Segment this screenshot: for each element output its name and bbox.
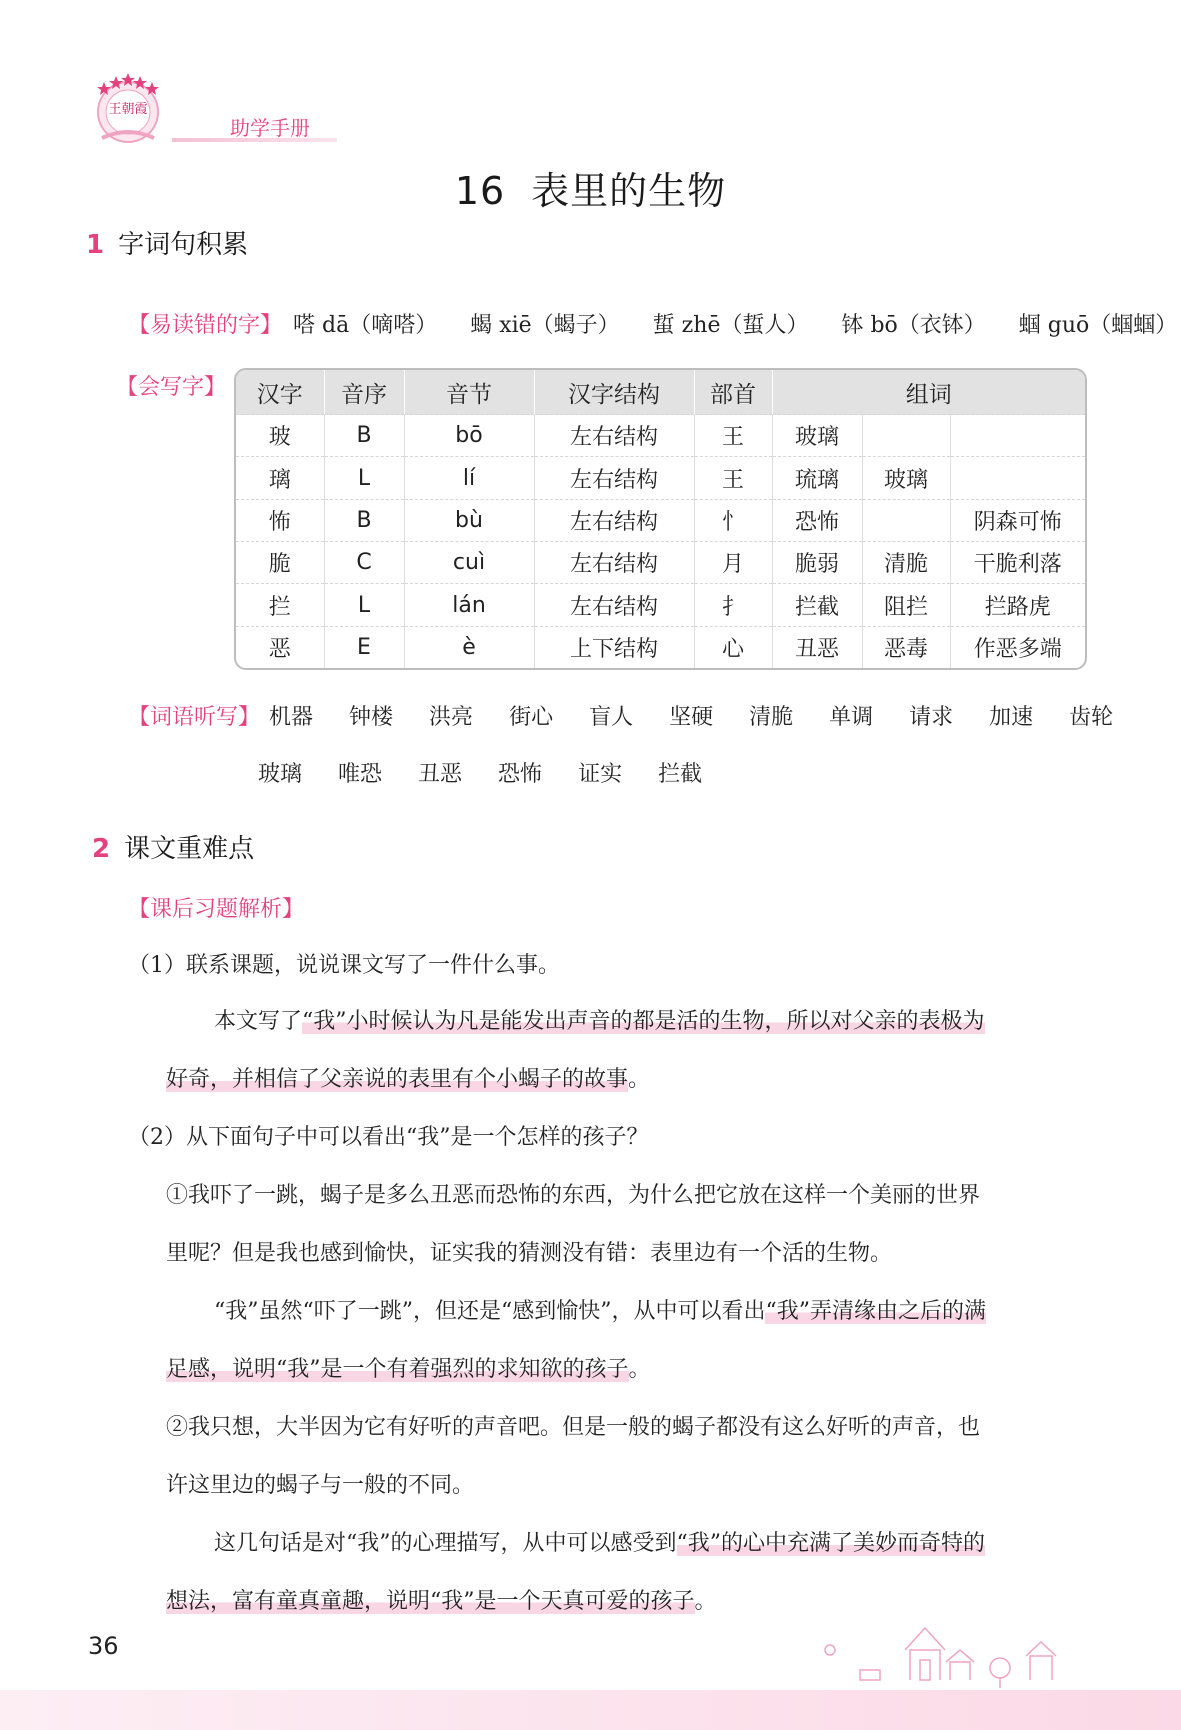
- answer-text: 。: [694, 1589, 717, 1614]
- dictation-word: 清脆: [749, 705, 794, 730]
- dictation-word: 证实: [578, 762, 623, 787]
- table-cell: 左右结构: [534, 457, 694, 499]
- table-cell: [950, 457, 1085, 499]
- dictation-row-2: [258, 757, 738, 788]
- answer-1-line-2: [166, 1062, 650, 1093]
- dictation-word: 丑恶: [418, 762, 463, 787]
- answer-highlight: “我”弄清缘由之后的满: [765, 1299, 986, 1324]
- dictation-word: 坚硬: [669, 705, 714, 730]
- header-label: 助学手册: [230, 116, 310, 140]
- dictation-word: 请求: [909, 705, 954, 730]
- table-cell: B: [324, 499, 404, 541]
- sentence-1-line-2: 里呢？但是我也感到愉快，证实我的猜测没有错：表里边有一个活的生物。: [166, 1241, 893, 1266]
- section-2-title: 课文重难点: [124, 834, 255, 864]
- table-header-row: [236, 370, 1085, 415]
- table-cell: 怖: [236, 499, 324, 541]
- table-cell: 忄: [694, 499, 772, 541]
- table-cell: lán: [404, 584, 534, 626]
- table-row: [236, 542, 1085, 584]
- table-cell: 左右结构: [534, 415, 694, 457]
- section-1-number: 1: [86, 230, 105, 260]
- table-cell: [950, 415, 1085, 457]
- answer-highlight: 足感，说明“我”是一个有着强烈的求知欲的孩子: [166, 1357, 629, 1382]
- read-error-item: 钵 bō（衣钵）: [841, 313, 986, 338]
- table-cell: L: [324, 457, 404, 499]
- question-1: （1）联系课题，说说课文写了一件什么事。: [128, 953, 560, 978]
- read-error-item: 蝎 xiē（蝎子）: [470, 313, 620, 338]
- table-row: [236, 626, 1085, 668]
- answer-text: “我”虽然“吓了一跳”，但还是“感到愉快”，从中可以看出: [214, 1299, 766, 1324]
- table-cell: è: [404, 626, 534, 668]
- write-chars-tag: 【会写字】: [116, 375, 227, 400]
- table-cell: 恶: [236, 626, 324, 668]
- dictation-word: 拦截: [658, 762, 703, 787]
- answer-highlight: 好奇，并相信了父亲说的表里有个小蝎子的故事: [166, 1067, 629, 1092]
- table-cell: 王: [694, 457, 772, 499]
- table-cell: cuì: [404, 542, 534, 584]
- table-cell: 拦截: [772, 584, 862, 626]
- dictation-word: 玻璃: [258, 762, 303, 787]
- read-error-item: 嗒 dā（嘀嗒）: [293, 313, 438, 338]
- dictation-word: 齿轮: [1069, 705, 1114, 730]
- table-cell: 拦: [236, 584, 324, 626]
- table-cell: 璃: [236, 457, 324, 499]
- table-cell: [862, 499, 950, 541]
- sentence-2-line-2: 许这里边的蝎子与一般的不同。: [166, 1473, 475, 1498]
- table-cell: 清脆: [862, 542, 950, 584]
- header-cell: 音节: [404, 370, 534, 415]
- dictation-word: 机器: [269, 705, 314, 730]
- answer-3-line-2: [166, 1584, 717, 1615]
- table-cell: 拦路虎: [950, 584, 1085, 626]
- dictation-word: 钟楼: [349, 705, 394, 730]
- table-cell: 左右结构: [534, 584, 694, 626]
- table-cell: 琉璃: [772, 457, 862, 499]
- table-cell: 玻: [236, 415, 324, 457]
- sentence-2-line-1: ②我只想，大半因为它有好听的声音吧。但是一般的蝎子都没有这么好听的声音，也: [166, 1415, 981, 1440]
- table-cell: 干脆利落: [950, 542, 1085, 584]
- table-cell: 丑恶: [772, 626, 862, 668]
- table-cell: 月: [694, 542, 772, 584]
- answer-text: 本文写了: [214, 1009, 303, 1034]
- dictation-word: 恐怖: [498, 762, 543, 787]
- answer-highlight: “我”的心中充满了美妙而奇特的: [676, 1531, 985, 1556]
- read-error-item: 蜇 zhē（蜇人）: [652, 313, 809, 338]
- lesson-number: 16: [454, 169, 506, 213]
- table-cell: 阴森可怖: [950, 499, 1085, 541]
- table-cell: 脆: [236, 542, 324, 584]
- dictation-tag: 【词语听写】: [128, 705, 261, 730]
- dictation-row-1: [128, 700, 1113, 731]
- table-cell: L: [324, 584, 404, 626]
- table-cell: 左右结构: [534, 542, 694, 584]
- table-cell: 玻璃: [862, 457, 950, 499]
- house-illustration-icon: [800, 1610, 1080, 1690]
- answer-3-line-1: [214, 1526, 985, 1557]
- table-cell: bō: [404, 415, 534, 457]
- answer-text: 。: [628, 1067, 651, 1092]
- logo-text: 王朝霞: [108, 102, 148, 117]
- table-cell: 恐怖: [772, 499, 862, 541]
- footer-band: [0, 1690, 1181, 1730]
- table-cell: C: [324, 542, 404, 584]
- lesson-title: [0, 160, 1181, 215]
- read-errors-row: [128, 308, 1181, 339]
- header-cell: 组词: [772, 370, 1085, 415]
- header-cell: 部首: [694, 370, 772, 415]
- table-cell: 阻拦: [862, 584, 950, 626]
- table-row: [236, 584, 1085, 626]
- header-cell: 汉字结构: [534, 370, 694, 415]
- table-cell: lí: [404, 457, 534, 499]
- answer-highlight: “我”小时候认为凡是能发出声音的都是活的生物，所以对父亲的表极为: [302, 1009, 985, 1034]
- sentence-1-line-1: ①我吓了一跳，蝎子是多么丑恶而恐怖的东西，为什么把它放在这样一个美丽的世界: [166, 1183, 981, 1208]
- answer-highlight: 想法，富有童真童趣，说明“我”是一个天真可爱的孩子: [166, 1589, 695, 1614]
- answer-text: 。: [628, 1357, 651, 1382]
- table-cell: E: [324, 626, 404, 668]
- dictation-word: 加速: [989, 705, 1034, 730]
- table-cell: 上下结构: [534, 626, 694, 668]
- page-number: 36: [88, 1632, 119, 1660]
- table-cell: 王: [694, 415, 772, 457]
- answer-1-line-1: [214, 1004, 985, 1035]
- table-row: [236, 499, 1085, 541]
- header-cell: 汉字: [236, 370, 324, 415]
- dictation-word: 唯恐: [338, 762, 383, 787]
- read-error-item: 蝈 guō（蝈蝈）: [1018, 313, 1178, 338]
- table-row: [236, 457, 1085, 499]
- table-cell: 扌: [694, 584, 772, 626]
- lesson-title-text: 表里的生物: [531, 169, 727, 213]
- dictation-word: 盲人: [589, 705, 634, 730]
- table-row: [236, 415, 1085, 457]
- table-cell: 脆弱: [772, 542, 862, 584]
- table-cell: 作恶多端: [950, 626, 1085, 668]
- question-2: （2）从下面句子中可以看出“我”是一个怎样的孩子？: [128, 1125, 649, 1150]
- table-cell: 玻璃: [772, 415, 862, 457]
- dictation-word: 单调: [829, 705, 874, 730]
- answer-text: 这几句话是对“我”的心理描写，从中可以感受到: [214, 1531, 677, 1556]
- table-cell: bù: [404, 499, 534, 541]
- answer-2-line-2: [166, 1352, 651, 1383]
- table-cell: 心: [694, 626, 772, 668]
- read-errors-tag: 【易读错的字】: [128, 313, 283, 338]
- write-chars-table: [234, 368, 1087, 670]
- header-cell: 音序: [324, 370, 404, 415]
- table-cell: 左右结构: [534, 499, 694, 541]
- exercise-tag: 【课后习题解析】: [128, 897, 305, 922]
- table-cell: B: [324, 415, 404, 457]
- answer-2-line-1: [214, 1294, 986, 1325]
- table-cell: 恶毒: [862, 626, 950, 668]
- section-1-title: 字词句积累: [118, 230, 249, 260]
- table-cell: [862, 415, 950, 457]
- section-1-heading: [86, 224, 248, 261]
- section-2-number: 2: [92, 834, 111, 864]
- dictation-word: 街心: [509, 705, 554, 730]
- section-2-heading: [92, 828, 254, 865]
- dictation-word: 洪亮: [429, 705, 474, 730]
